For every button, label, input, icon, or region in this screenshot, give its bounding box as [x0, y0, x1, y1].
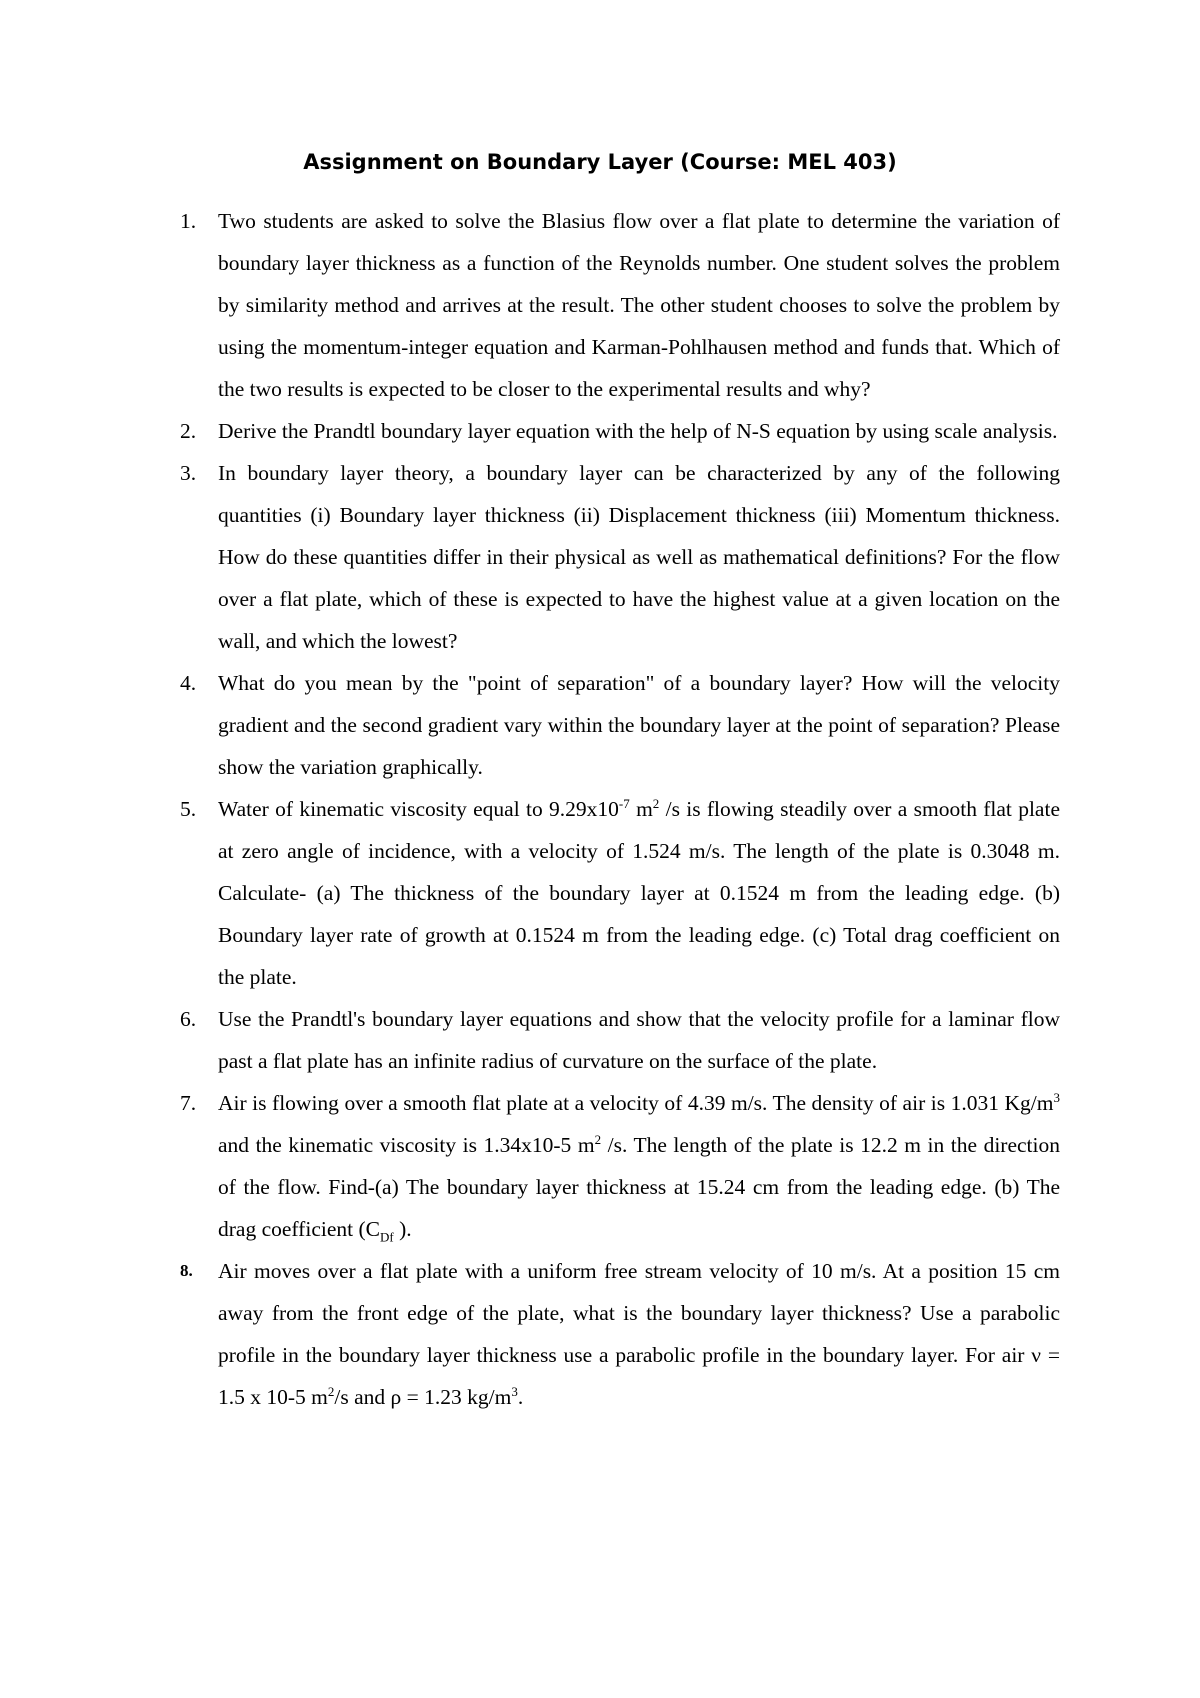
question-6	[180, 998, 1060, 1082]
text-segment: ).	[393, 1217, 412, 1241]
question-number: 2.	[180, 419, 197, 443]
text-segment: /s and ρ = 1.23 kg/m	[334, 1385, 512, 1409]
question-number: 8.	[180, 1261, 193, 1280]
question-list	[180, 200, 1060, 1418]
subscript: Df	[379, 1229, 394, 1245]
page-title: Assignment on Boundary Layer (Course: MEL 403)	[303, 150, 897, 174]
text-segment: Water of kinematic viscosity equal to 9.29x10	[218, 797, 619, 821]
question-number: 3.	[180, 461, 197, 485]
superscript: 2	[594, 1131, 602, 1147]
text-segment: Air is flowing over a smooth flat plate at a velocity of 4.39 m/s. The density of air is 1.031 Kg/m	[218, 1091, 1054, 1115]
question-3	[180, 452, 1060, 662]
question-5	[180, 788, 1060, 998]
question-text: Use the Prandtl's boundary layer equations and show that the velocity profile for a laminar flow past a flat plate has an infinite radius of curvature on the surface of the plate.	[218, 1007, 1060, 1073]
question-text	[218, 1082, 1060, 1250]
question-2	[180, 410, 1060, 452]
question-4	[180, 662, 1060, 788]
question-text: Derive the Prandtl boundary layer equation with the help of N-S equation by using scale analysis.	[218, 419, 1058, 443]
question-text: What do you mean by the "point of separation" of a boundary layer? How will the velocity gradient and the second gradient vary within the boundary layer at the point of separation? Please show the variation graphically.	[218, 671, 1060, 779]
question-number: 4.	[180, 671, 197, 695]
text-segment: .	[517, 1385, 524, 1409]
question-1	[180, 200, 1060, 410]
question-number: 5.	[180, 797, 197, 821]
text-segment: /s is flowing steadily over a smooth flat plate at zero angle of incidence, with a velocity of 1.524 m/s. The length of the plate is 0.3048 m. Calculate- (a) The thickness of the boundary layer at 0.1524 m from the leading edge. (b) Boundary layer rate of growth at 0.1524 m from the leading edge. (c) Total drag coefficient on the plate.	[218, 797, 1060, 989]
text-segment: /s. The length of the plate is 12.2 m in the direction of the flow. Find-(a) The boundary layer thickness at 15.24 cm from the leading edge. (b) The drag coefficient (C	[218, 1133, 1060, 1241]
question-text: Two students are asked to solve the Blasius flow over a flat plate to determine the variation of boundary layer thickness as a function of the Reynolds number. One student solves the problem by similarity method and arrives at the result. The other student chooses to solve the problem by using the momentum-integer equation and Karman-Pohlhausen method and funds that. Which of the two results is expected to be closer to the experimental results and why?	[218, 209, 1060, 401]
question-text: In boundary layer theory, a boundary layer can be characterized by any of the following quantities (i) Boundary layer thickness (ii) Displacement thickness (iii) Momentum thickness. How do these quantities differ in their physical as well as mathematical definitions? For the flow over a flat plate, which of these is expected to have the highest value at a given location on the wall, and which the lowest?	[218, 461, 1060, 653]
question-number: 6.	[180, 1007, 197, 1031]
question-text	[218, 1250, 1060, 1418]
superscript: 2	[327, 1383, 335, 1399]
question-8	[180, 1250, 1060, 1418]
question-number: 1.	[180, 209, 197, 233]
question-text	[218, 788, 1060, 998]
text-segment: and the kinematic viscosity is 1.34x10-5 m	[218, 1133, 595, 1157]
text-segment: m	[629, 797, 653, 821]
question-number: 7.	[180, 1091, 197, 1115]
superscript: 3	[1053, 1089, 1060, 1105]
question-7	[180, 1082, 1060, 1250]
superscript: 3	[511, 1383, 518, 1399]
superscript: -7	[618, 795, 630, 811]
superscript: 2	[652, 795, 660, 811]
text-segment: Air moves over a flat plate with a uniform free stream velocity of 10 m/s. At a position 15 cm away from the front edge of the plate, what is the boundary layer thickness? Use a parabolic profile in the boundary layer thickness use a parabolic profile in the boundary layer. For air ν = 1.5 x 10-5 m	[218, 1259, 1060, 1409]
